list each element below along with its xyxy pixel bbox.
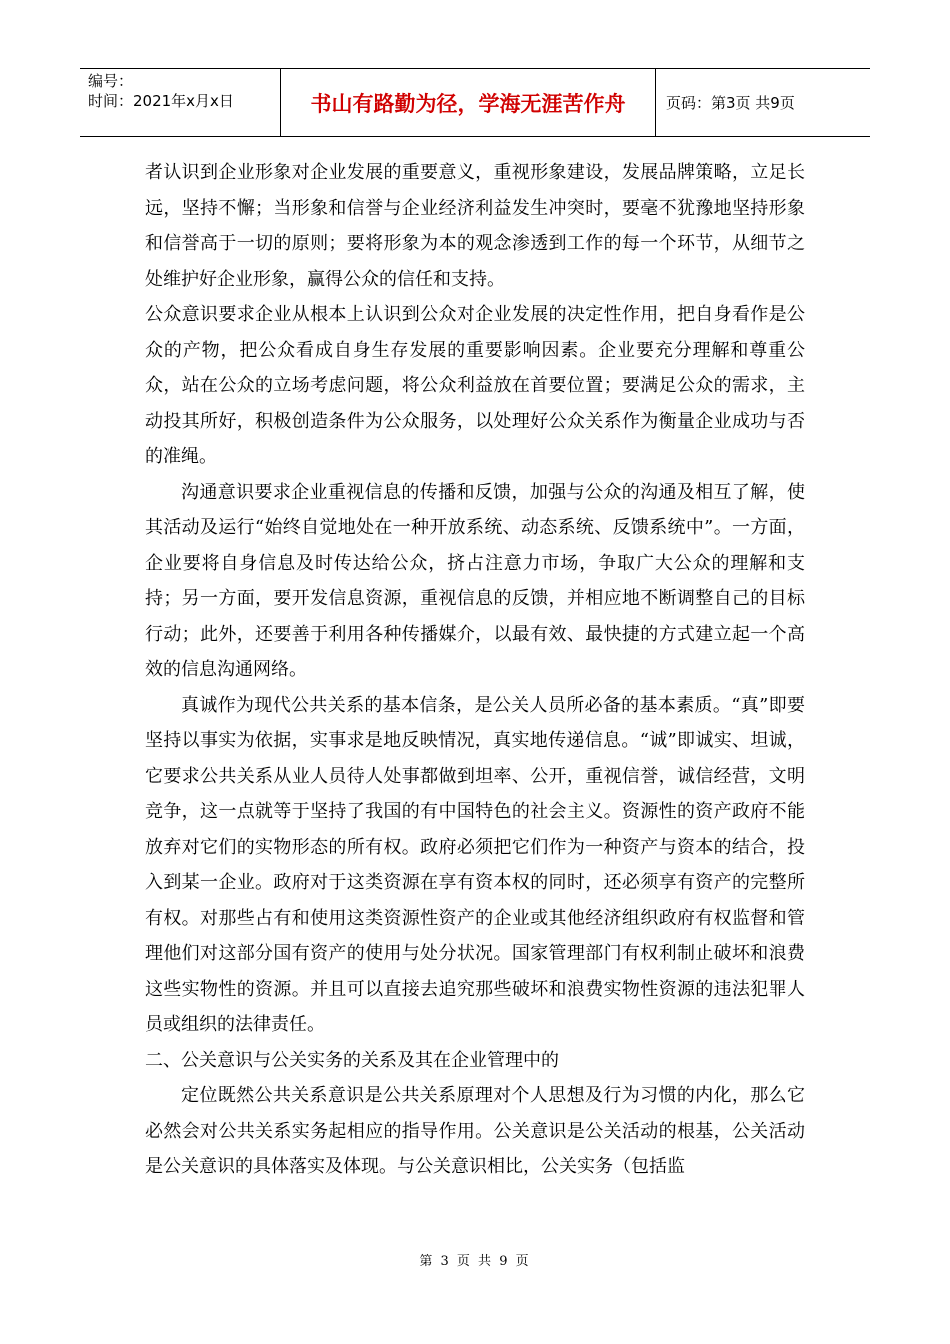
paragraph-public-awareness: 公众意识要求企业从根本上认识到公众对企业发展的决定性作用，把自身看作是公众的产物，把公众看成自身生存发展的重要影响因素。企业要充分理解和尊重公众，站在公众的立场考虑问题，将公众利益放在首要位置；要满足公众的需求，主动投其所好，积极创造条件为公众服务，以处理好公众关系作为衡量企业成功与否的准绳。 [145, 304, 805, 467]
motto-text: 书山有路勤为径，学海无涯苦作舟 [310, 91, 626, 116]
paragraph-continuation: 者认识到企业形象对企业发展的重要意义，重视形象建设，发展品牌策略，立足长远，坚持不懈；当形象和信誉与企业经济利益发生冲突时，要毫不犹豫地坚持形象和信誉高于一切的原则；要将形象为本的观念渗透到工作的每一个环节，从细节之处维护好企业形象，赢得公众的信任和支持。 [145, 162, 805, 290]
header-meta [80, 69, 280, 136]
number-label: 编号： [88, 72, 134, 90]
document-header [80, 68, 870, 137]
header-page-cell [656, 69, 870, 136]
header-motto-cell [280, 69, 656, 136]
document-body [145, 155, 805, 1185]
time-label: 时间：2021年x月x日 [88, 92, 234, 110]
paragraph-positioning: 定位既然公共关系意识是公共关系原理对个人思想及行为习惯的内化，那么它必然会对公共关系实务起相应的指导作用。公关意识是公关活动的根基，公关活动是公关意识的具体落实及体现。与公关意识相比，公关实务（包括监 [145, 1085, 805, 1177]
page-footer: 第 3 页 共 9 页 [419, 1254, 531, 1269]
page-label: 页码：第3页 共9页 [666, 94, 795, 112]
paragraph-communication-awareness: 沟通意识要求企业重视信息的传播和反馈，加强与公众的沟通及相互了解，使其活动及运行“始终自觉地处在一种开放系统、动态系统、反馈系统中”。一方面，企业要将自身信息及时传达给公众，挤占注意力市场，争取广大公众的理解和支持；另一方面，要开发信息资源，重视信息的反馈，并相应地不断调整自己的目标行动；此外，还要善于利用各种传播媒介，以最有效、最快捷的方式建立起一个高效的信息沟通网络。 [145, 481, 805, 680]
section-heading: 二、公关意识与公关实务的关系及其在企业管理中的 [145, 1049, 559, 1071]
paragraph-sincerity: 真诚作为现代公共关系的基本信条，是公关人员所必备的基本素质。“真”即要坚持以事实为依据，实事求是地反映情况，真实地传递信息。“诚”即诚实、坦诚，它要求公共关系从业人员待人处事都做到坦率、公开，重视信誉，诚信经营，文明竞争，这一点就等于坚持了我国的有中国特色的社会主义。资源性的资产政府不能放弃对它们的实物形态的所有权。政府必须把它们作为一种资产与资本的结合，投入到某一企业。政府对于这类资源在享有资本权的同时，还必须享有资产的完整所有权。对那些占有和使用这类资源性资产的企业或其他经济组织政府有权监督和管理他们对这部分国有资产的使用与处分状况。国家管理部门有权利制止破坏和浪费这些实物性的资源。并且可以直接去追究那些破坏和浪费实物性资源的违法犯罪人员或组织的法律责任。 [145, 694, 805, 1035]
